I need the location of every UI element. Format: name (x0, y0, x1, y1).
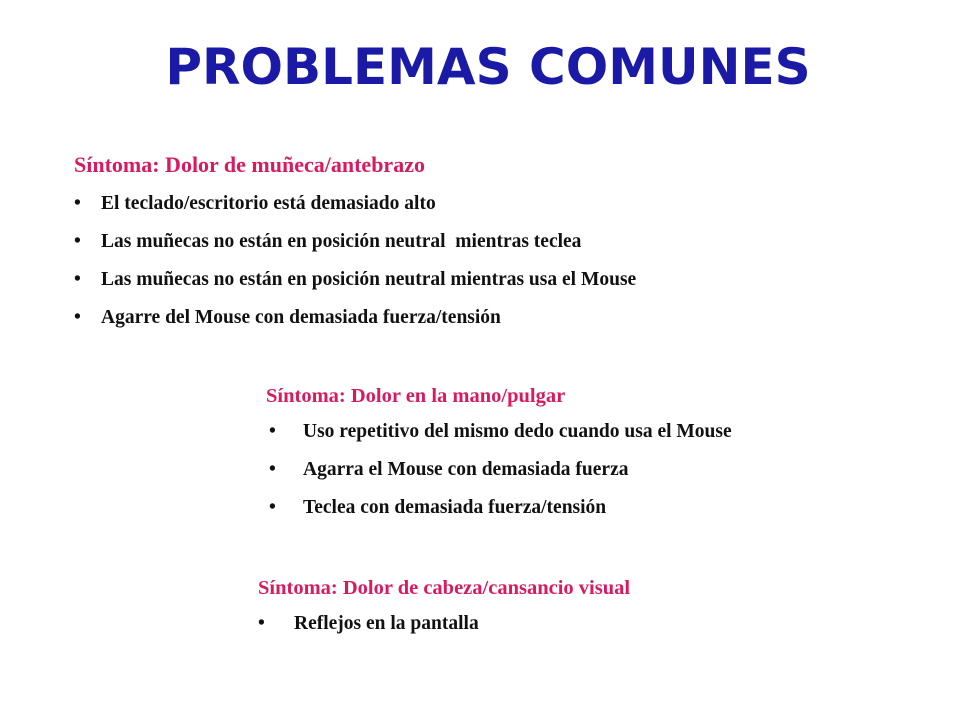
cause-list (74, 192, 636, 344)
list-item: • Reflejos en la pantalla (258, 613, 479, 634)
symptom-heading: Síntoma: Dolor en la mano/pulgar (266, 385, 566, 407)
bullet-icon: • (269, 497, 276, 518)
bullet-icon: • (74, 269, 81, 290)
list-item: • Las muñecas no están en posición neutral mientras usa el Mouse (74, 269, 637, 290)
bullet-icon: • (258, 613, 265, 634)
slide-title: PROBLEMAS COMUNES (165, 38, 811, 96)
list-item: • Agarre del Mouse con demasiada fuerza/tensión (74, 307, 501, 328)
bullet-icon: • (74, 231, 81, 252)
bullet-icon: • (74, 307, 81, 328)
bullet-icon: • (269, 459, 276, 480)
list-item: • Uso repetitivo del mismo dedo cuando usa el Mouse (269, 421, 732, 442)
symptom-section-hand (266, 385, 732, 534)
symptom-heading: Síntoma: Dolor de muñeca/antebrazo (74, 152, 425, 177)
cause-list (266, 420, 732, 534)
cause-list (258, 612, 630, 650)
bullet-icon: • (74, 193, 81, 214)
list-item: • El teclado/escritorio está demasiado alto (74, 193, 436, 214)
symptom-section-wrist (74, 152, 636, 344)
list-item: • Agarra el Mouse con demasiada fuerza (269, 459, 629, 480)
list-item: • Teclea con demasiada fuerza/tensión (269, 497, 607, 518)
bullet-icon: • (269, 421, 276, 442)
symptom-section-head (258, 577, 630, 650)
list-item: • Las muñecas no están en posición neutral mientras teclea (74, 231, 582, 252)
symptom-heading: Síntoma: Dolor de cabeza/cansancio visual (258, 577, 631, 599)
